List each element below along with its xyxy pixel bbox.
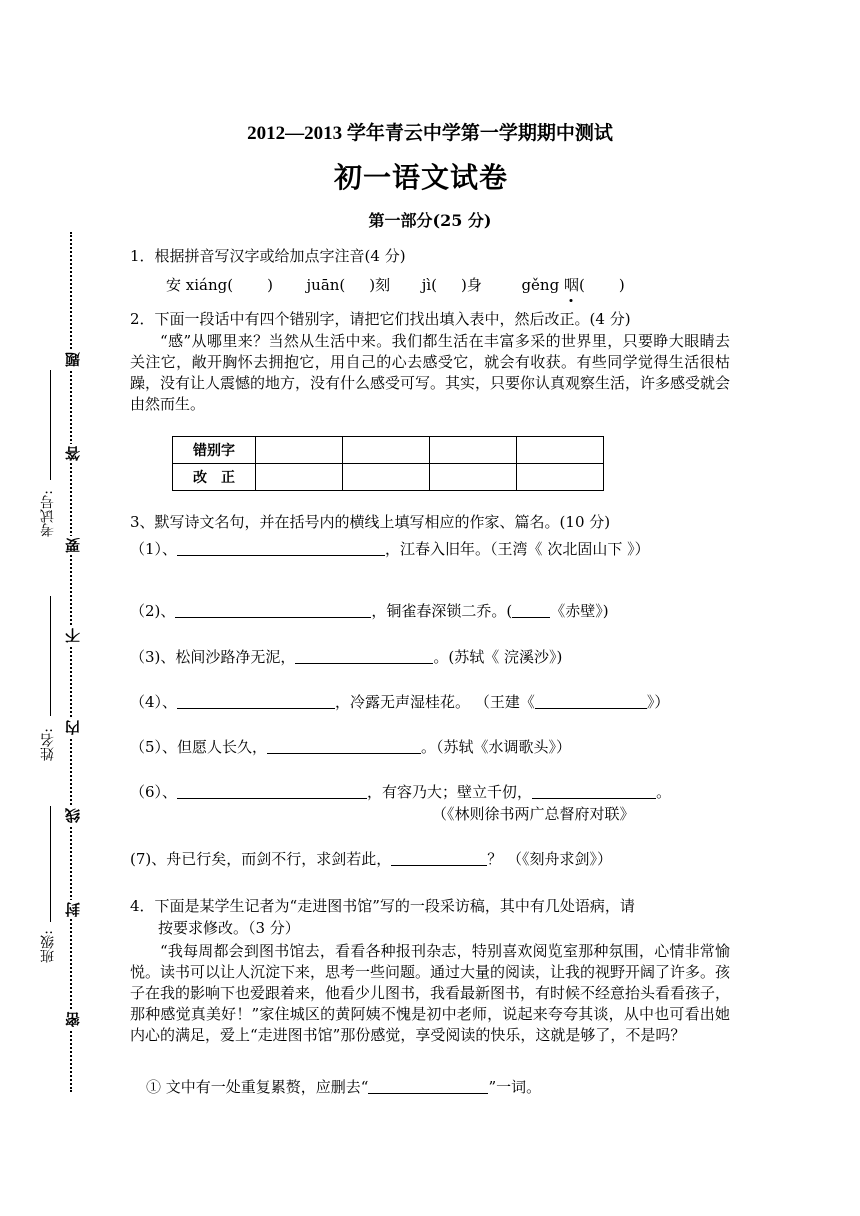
table-cell[interactable] [517, 437, 604, 464]
q3-item-7: (7)、舟已行矣，而剑不行，求剑若此， ？ （《刻舟求剑》） [130, 850, 613, 868]
q4-stem-line2: 按要求修改。（3 分） [158, 919, 300, 937]
table-header-correct: 改 正 [173, 464, 256, 491]
exam-title: 2012—2013 学年青云中学第一学期期中测试 [247, 123, 613, 144]
margin-char: 要 [64, 538, 82, 553]
table-cell[interactable] [430, 437, 517, 464]
margin-char: 答 [64, 446, 82, 461]
exam-subject-title: 初一语文试卷 [333, 161, 508, 194]
table-cell[interactable] [517, 464, 604, 491]
table-header-wrong: 错别字 [173, 437, 256, 464]
margin-char: 线 [64, 808, 82, 823]
q4-passage: “我每周都会到图书馆去，看看各种报刊杂志，特别喜欢阅览室那种氛围，心情非常愉悦。读书可以让人沉淀下来，思考一些问题。通过大量的阅读，让我的视野开阔了许多。孩子在我的影响下也爱跟着来，他看少儿图书，我看最新图书，有时候不经意抬头看看孩子，那种感觉真美好！”家住城区的黄阿姨不愧是初中老师，说起来夸夸其谈，从中也可看出她内心的满足，爱上“走进图书馆”那份感觉，享受阅读的快乐，这就是够了，不是吗？ [130, 942, 731, 1044]
exam-number-blank[interactable] [50, 370, 51, 480]
q3-item-4: （4）、 ，冷露无声湿桂花。 （王建《 》） [130, 693, 670, 711]
q3-item-5: （5）、但愿人长久， 。（苏轼《水调歌头》） [130, 738, 572, 756]
q1-stem: 1．根据拼音写汉字或给加点字注音(4 分) [130, 247, 406, 265]
student-name-label: 姓名: [40, 728, 56, 761]
answer-blank[interactable] [295, 649, 433, 664]
q3-item-3: （3)、松间沙路净无泥， 。(苏轼《 浣溪沙》) [130, 648, 563, 666]
q1-items: 安 xiáng( ) juān( )刻 jì( )身 gěng 咽( ) [166, 276, 625, 294]
answer-blank[interactable] [175, 603, 371, 618]
q3-stem: 3、默写诗文名句，并在括号内的横线上填写相应的作家、篇名。(10 分) [130, 513, 611, 531]
q4-sub1: ① 文中有一处重复累赘，应删去“ ”一词。 [146, 1078, 542, 1096]
q4-stem-line1: 4．下面是某学生记者为“走进图书馆”写的一段采访稿，其中有几处语病，请 [130, 897, 635, 915]
exam-number-label: 考试号: [40, 490, 56, 537]
answer-blank[interactable] [267, 739, 421, 754]
margin-char: 密 [64, 1012, 82, 1027]
student-name-blank[interactable] [50, 596, 51, 716]
answer-blank[interactable] [177, 784, 367, 799]
answer-blank[interactable] [368, 1079, 488, 1094]
margin-char: 不 [64, 628, 82, 643]
answer-blank[interactable] [532, 784, 656, 799]
q2-passage: “感”从哪里来？当然从生活中来。我们都生活在丰富多采的世界里，只要睁大眼睛去关注它，敞开胸怀去拥抱它，用自己的心去感受它，就会有收获。有些同学觉得生活很枯躁，没有让人震憾的地方，没有什么感受可写。其实，只要你认真观察生活，许多感受就会由然而生。 [130, 332, 731, 413]
answer-blank[interactable] [535, 694, 647, 709]
answer-blank[interactable] [391, 851, 487, 866]
section-title: 第一部分(25 分) [368, 211, 492, 230]
table-cell[interactable] [343, 437, 430, 464]
answer-blank[interactable] [177, 694, 335, 709]
table-cell[interactable] [343, 464, 430, 491]
q3-item-1: （1）、 ，江春入旧年。（王湾《 次北固山下 》） [130, 540, 650, 558]
q3-item-6-source: （《林则徐书两广总督府对联》 [432, 805, 635, 823]
q2-stem: 2．下面一段话中有四个错别字，请把它们找出填入表中，然后改正。(4 分) [130, 310, 631, 328]
q3-item-6: （6）、 ，有容乃大；壁立千仞， 。 [130, 783, 672, 801]
answer-blank[interactable] [512, 603, 550, 618]
q3-item-2: （2)、 ，铜雀春深锁二乔。( 《赤壁》) [130, 602, 609, 620]
margin-char: 题 [64, 352, 82, 367]
table-cell[interactable] [256, 464, 343, 491]
class-label: 班级: [40, 930, 56, 963]
answer-blank[interactable] [177, 541, 385, 556]
correction-table [172, 436, 604, 491]
table-cell[interactable] [430, 464, 517, 491]
table-cell[interactable] [256, 437, 343, 464]
margin-char: 封 [64, 902, 82, 917]
class-blank[interactable] [50, 806, 51, 922]
margin-char: 内 [64, 720, 82, 735]
dotted-char: 咽 [563, 276, 579, 294]
